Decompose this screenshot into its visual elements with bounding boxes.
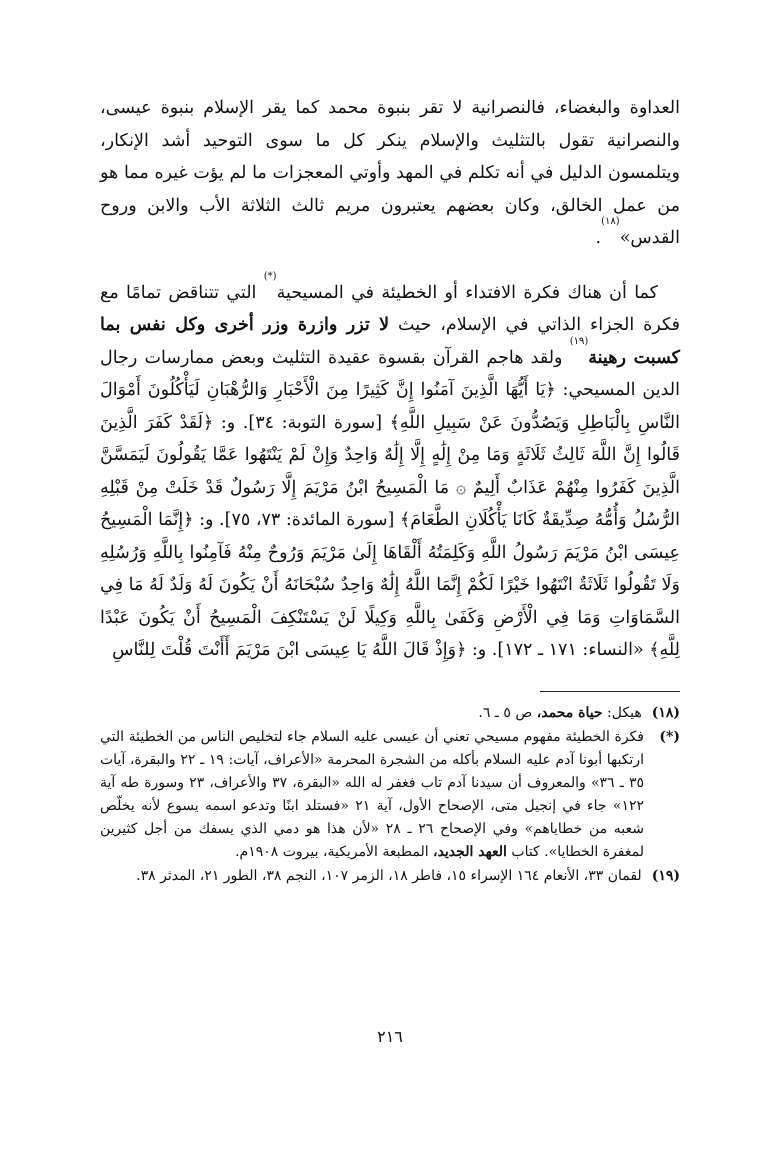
- footnote-text-bold: العهد الجديد،: [433, 843, 507, 860]
- footnote-star: [100, 726, 680, 864]
- footnote-mark: (١٨): [651, 704, 680, 721]
- footnote-ref-star[interactable]: (*): [263, 270, 277, 282]
- footnote-text: [100, 702, 642, 725]
- page-number: ٢١٦: [377, 1027, 403, 1046]
- paragraph-2: [100, 270, 681, 667]
- footnote-divider: [540, 691, 680, 692]
- footnote-text-pre: هيكل:: [602, 704, 642, 721]
- page-body: [100, 92, 680, 889]
- paragraph-1: العداوة والبغضاء، فالنصرانية لا تقر بنبوة محمد كما يقر الإسلام بنبوة عيسى، والنصرانية تقول بالتثليث والإسلام ينكر كل ما سوى التوحيد أشد الإنكار، ويتلمسون الدليل في أنه تكلم في المهد وأوتي المعجزات ما لم يؤت غيره مما هو من عمل الخالق، وكان بعضهم يعتبرون مريم ثالث الثلاثة الأب والابن وروح القدس»$^{(١٨)}$.: [100, 98, 680, 248]
- footnote-ref-18[interactable]: (١٨): [601, 216, 620, 227]
- footnote-text: [100, 726, 644, 864]
- footnote-mark: (*): [659, 728, 680, 745]
- footnote-text-pre: فكرة الخطيئة مفهوم مسيحي تعني أن عيسى عليه السلام جاء لتخليص الناس من الخطيئة التي ارتكبها أبونا آدم عليه السلام بأكله من الشجرة المحرمة «الأعراف، آيات: ١٩ ـ ٢٢ والبقرة، آيات ٣٥ ـ ٣٦» والمعروف أن سيدنا آدم تاب فغفر له الله «البقرة، ٣٧ والأعراف، ٢٣ وسورة طه آية ١٢٢» جاء في إنجيل متى، الإصحاح الأول، آية ٢١ «فستلد ابنًا وتدعو اسمه يسوع لأنه يخلّص شعبه من خطاياهم» وفي الإصحاح ٢٦ ـ ٢٨ «لأن هذا هو دمي الذي يسفك من أجل كثيرين لمغفرة الخطايا». كتاب: [100, 728, 644, 860]
- footnote-text: [100, 865, 642, 888]
- quran-quote-bold: لا تزر وازرة وزر أخرى وكل نفس بما كسبت رهينة: [100, 315, 681, 368]
- footnote-text-pre: لقمان ٣٣، الأنعام ١٦٤ الإسراء ١٥، فاطر ١٨، الزمر ١٠٧، النجم ٣٨، الطور ٢١، المدثر ٣٨.: [136, 867, 642, 884]
- paragraph-2-part3: ولقد هاجم القرآن بقسوة عقيدة التثليث وبعض ممارسات رجال الدين المسيحي: ﴿يَا أَيُّهَا الَّذِينَ آمَنُوا إِنَّ كَثِيرًا مِنَ الْأَحْبَارِ وَالرُّهْبَانِ لَيَأْكُلُونَ أَمْوَالَ النَّاسِ بِالْبَاطِلِ وَيَصُدُّونَ عَنْ سَبِيلِ اللَّهِ﴾ [سورة التوبة: ٣٤]. و: ﴿لَقَدْ كَفَرَ الَّذِينَ قَالُوا إِنَّ اللَّهَ ثَالِثُ ثَلَاثَةٍ وَمَا مِنْ إِلَٰهٍ إِلَّا إِلَٰهٌ وَاحِدٌ وَإِنْ لَمْ يَنْتَهُوا عَمَّا يَقُولُونَ لَيَمَسَّنَّ الَّذِينَ كَفَرُوا مِنْهُمْ عَذَابٌ أَلِيمٌ ۞ مَا الْمَسِيحُ ابْنُ مَرْيَمَ إِلَّا رَسُولٌ قَدْ خَلَتْ مِنْ قَبْلِهِ الرُّسُلُ وَأُمُّهُ صِدِّيقَةٌ كَانَا يَأْكُلَانِ الطَّعَامَ﴾ [سورة المائدة: ٧٣، ٧٥]. و: ﴿إِنَّمَا الْمَسِيحُ عِيسَى ابْنُ مَرْيَمَ رَسُولُ اللَّهِ وَكَلِمَتُهُ أَلْقَاهَا إِلَىٰ مَرْيَمَ وَرُوحٌ مِنْهُ فَآمِنُوا بِاللَّهِ وَرُسُلِهِ وَلَا تَقُولُوا ثَلَاثَةٌ انْتَهُوا خَيْرًا لَكُمْ إِنَّمَا اللَّهُ إِلَٰهٌ وَاحِدٌ سُبْحَانَهُ أَنْ يَكُونَ لَهُ وَلَدٌ لَهُ مَا فِي السَّمَاوَاتِ وَمَا فِي الْأَرْضِ وَكَفَىٰ بِاللَّهِ وَكِيلًا لَنْ يَسْتَنْكِفَ الْمَسِيحُ أَنْ يَكُونَ عَبْدًا لِلَّهِ﴾ «النساء: ١٧١ ـ ١٧٢]. و: ﴿وَإِذْ قَالَ اللَّهُ يَا عِيسَى ابْنَ مَرْيَمَ أَأَنْتَ قُلْتَ لِلنَّاسِ: [100, 347, 680, 660]
- footnote-text-bold: حياة محمد،: [536, 704, 603, 721]
- paragraph-2-part2: التي تتناقض تمامًا مع فكرة الجزاء الذاتي في الإسلام، حيث: [100, 282, 680, 335]
- paragraph-1-text: العداوة والبغضاء، فالنصرانية لا تقر بنبوة محمد كما يقر الإسلام بنبوة عيسى، والنصرانية تقول بالتثليث والإسلام ينكر كل ما سوى التوحيد أشد الإنكار، ويتلمسون الدليل في أنه تكلم في المهد وأوتي المعجزات ما لم يؤت غيره مما هو من عمل الخالق، وكان بعضهم يعتبرون مريم ثالث الثلاثة الأب والابن وروح القدس»: [100, 98, 680, 248]
- footnote-mark: (١٩): [651, 867, 680, 884]
- footnote-text-post: ص ٥ ـ ٦.: [478, 704, 537, 721]
- footnote-19: [100, 865, 680, 888]
- paragraph-2-part1: كما أن هناك فكرة الافتداء أو الخطيئة في المسيحية: [276, 282, 658, 303]
- footnote-text-post: المطبعة الأمريكية، بيروت ١٩٠٨م.: [235, 843, 434, 860]
- footnotes: [100, 702, 680, 888]
- footnote-18: [100, 702, 680, 725]
- footnote-ref-19[interactable]: (١٩): [569, 335, 589, 347]
